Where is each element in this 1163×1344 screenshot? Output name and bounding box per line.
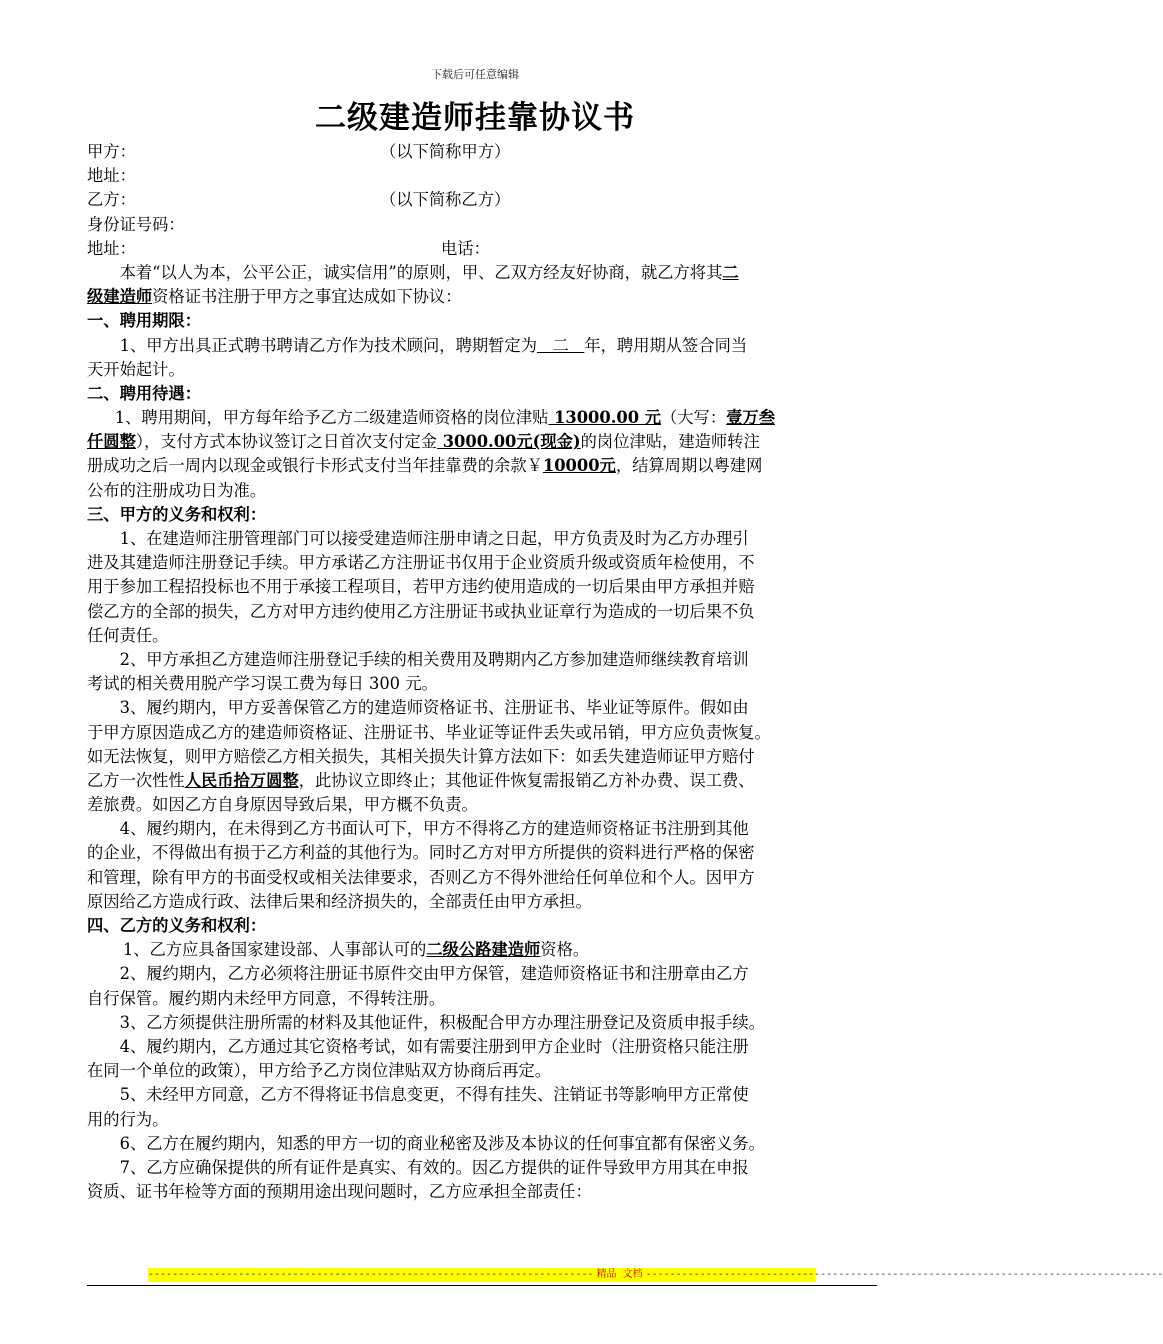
section-1-heading: 一、聘用期限： [87,311,201,331]
s4-p5-line: 5、未经甲方同意，乙方不得将证书信息变更，不得有挂失、注销证书等影响甲方正常使 [119,1085,749,1105]
intro-line-1 [87,261,879,285]
s1-text-b: 年，聘用期从签合同当 [584,335,748,355]
s2-amount-words-1: 壹万叁 [726,408,775,428]
s4-p7-line: 资质、证书年检等方面的预期用途出现问题时，乙方应承担全部责任： [87,1182,592,1202]
s2-text-a: 1、聘用期间，甲方每年给予乙方二级建造师资格的岗位津贴 [114,408,549,428]
s4-p7-line: 7、乙方应确保提供的所有证件是真实、有效的。因乙方提供的证件导致甲方用其在申报 [119,1157,749,1177]
s3-p3-text-pre: 乙方一次性性 [87,770,185,790]
footer-dashes-left: -------------------------------------------------------------------------- [148,1269,594,1280]
s4-qualification: 二级公路建造师 [426,940,541,960]
s4-p4-line: 4、履约期内，乙方通过其它资格考试，如有需要注册到甲方企业时（注册资格只能注册 [119,1036,749,1056]
header-note: 下载后可任意编辑 [431,68,519,81]
party-b-line [87,188,879,212]
s2-line-1 [87,406,879,430]
s3-p1-line: 用于参加工程招投标也不用于承接工程项目，若甲方违约使用造成的一切后果由甲方承担并赔 [87,577,755,597]
section-3-heading: 三、甲方的义务和权利： [87,504,267,524]
address2-line [87,237,879,261]
s4-p5-line: 用的行为。 [87,1109,169,1129]
party-a-label: 甲方： [87,142,136,161]
s4-p1-line [87,938,879,962]
party-a-note: （以下简称甲方） [380,142,511,161]
s2-deposit: 3000.00元(现金) [437,432,581,452]
s3-p4-line: 原因给乙方造成行政、法律后果和经济损失的，全部责任由甲方承担。 [87,891,592,911]
s1-term-years: 二 [537,335,585,355]
address2-label: 地址： [87,238,136,258]
s2-text-b: （大写： [660,408,727,428]
s2-text-e: 册成功之后一周内以现金或银行卡形式支付当年挂靠费的余款￥ [87,456,543,476]
s2-line-3 [87,454,879,478]
s2-amount: 13000.00 元 [548,408,661,428]
s3-p3-text-post: ，此协议立即终止；其他证件恢复需报销乙方补办费、误工费、 [298,770,755,790]
intro-line-2 [87,285,879,309]
s4-p1-text-post: 资格。 [540,940,590,960]
s3-p1-line: 进及其建造师注册登记手续。甲方承诺乙方注册证书仅用于企业资质升级或资质年检使用，不 [87,553,755,573]
s3-p3-line: 差旅费。如因乙方自身原因导致后果，甲方概不负责。 [87,795,478,815]
s4-p4-line: 在同一个单位的政策），甲方给予乙方岗位津贴双方协商后再定。 [87,1061,552,1081]
footer-rule [87,1285,877,1286]
s1-text-a: 1、甲方出具正式聘书聘请乙方作为技术顾问，聘期暂定为 [119,335,537,355]
s3-compensation-amount: 人民币拾万圆整 [184,770,299,790]
document-title: 二级建造师挂靠协议书 [315,100,635,136]
intro-underline-2: 级建造师 [87,287,153,307]
s1-line-1 [87,334,879,358]
s1-line-2: 天开始起计。 [87,359,185,379]
s2-remaining: 10000元 [542,456,616,476]
s2-line-4: 公布的注册成功日为准。 [87,480,267,500]
party-b-label: 乙方： [87,190,136,210]
s3-p4-line: 的企业，不得做出有损于乙方利益的其他行为。同时乙方对甲方所提供的资料进行严格的保密 [87,843,755,863]
s3-p3-line: 于甲方原因造成乙方的建造师资格证、注册证书、毕业证等证件丢失或吊销，甲方应负责恢复。 [87,722,771,742]
party-a-line [87,140,879,164]
s4-p2-line: 自行保管。履约期内未经甲方同意，不得转注册。 [87,988,446,1008]
phone-label: 电话： [441,238,490,258]
intro-text-1: 本着“以人为本，公平公正，诚实信用”的原则，甲、乙双方经友好协商，就乙方将其 [119,262,723,282]
section-4-heading: 四、乙方的义务和权利： [87,916,267,935]
s3-p1-line: 偿乙方的全部的损失，乙方对甲方违约使用乙方注册证书或执业证章行为造成的一切后果不负 [87,601,755,621]
party-b-note: （以下简称乙方） [380,190,511,210]
s3-p2-line: 2、甲方承担乙方建造师注册登记手续的相关费用及聘期内乙方参加建造师继续教育培训 [119,649,749,669]
s3-p1-line: 任何责任。 [87,625,169,645]
s3-p3-line: 如无法恢复，则甲方赔偿乙方相关损失，其相关损失计算方法如下：如丢失建造师证甲方赔付 [87,746,755,766]
document-body [87,140,879,1204]
id-number-line: 身份证号码： [87,214,185,234]
s2-text-d: 的岗位津贴，建造师转注 [580,432,760,452]
s2-line-2 [87,430,879,454]
s3-p2-line: 考试的相关费用脱产学习误工费为每日 300 元。 [87,674,438,694]
s3-p1-line: 1、在建造师注册管理部门可以接受建造师注册申请之日起，甲方负责及时为乙方办理引 [119,529,749,548]
section-2-heading: 二、聘用待遇： [87,383,201,403]
s2-amount-words-2: 仟圆整 [87,432,136,452]
footer-banner [148,1268,1163,1282]
intro-text-2: 资格证书注册于甲方之事宜达成如下协议： [152,287,462,307]
s3-p4-line: 和管理，除有甲方的书面受权或相关法律要求，否则乙方不得外泄给任何单位和个人。因甲方 [87,867,755,887]
intro-underline-1: 二 [722,262,739,282]
s3-p3-line [87,769,879,793]
s4-p3-line: 3、乙方须提供注册所需的材料及其他证件，积极配合甲方办理注册登记及资质申报手续。 [119,1012,765,1032]
s4-p1-text-pre: 1、乙方应具备国家建设部、人事部认可的 [122,940,427,960]
s2-text-f: ，结算周期以粤建网 [615,456,763,476]
s3-p4-line: 4、履约期内，在未得到乙方书面认可下，甲方不得将乙方的建造师资格证书注册到其他 [119,819,749,839]
footer-dashes-right: -------------------------------------------------------------------------------------- [645,1269,1163,1280]
footer-label: 精品 文档 [596,1269,643,1280]
address1-line: 地址： [87,166,136,186]
s3-p3-line: 3、履约期内，甲方妥善保管乙方的建造师资格证书、注册证书、毕业证等原件。假如由 [119,698,749,718]
s4-p2-line: 2、履约期内，乙方必须将注册证书原件交由甲方保管，建造师资格证书和注册章由乙方 [119,964,749,984]
s2-text-c: ），支付方式本协议签订之日首次支付定金 [135,432,438,452]
s4-p6-line: 6、乙方在履约期内，知悉的甲方一切的商业秘密及涉及本协议的任何事宜都有保密义务。 [119,1133,765,1153]
